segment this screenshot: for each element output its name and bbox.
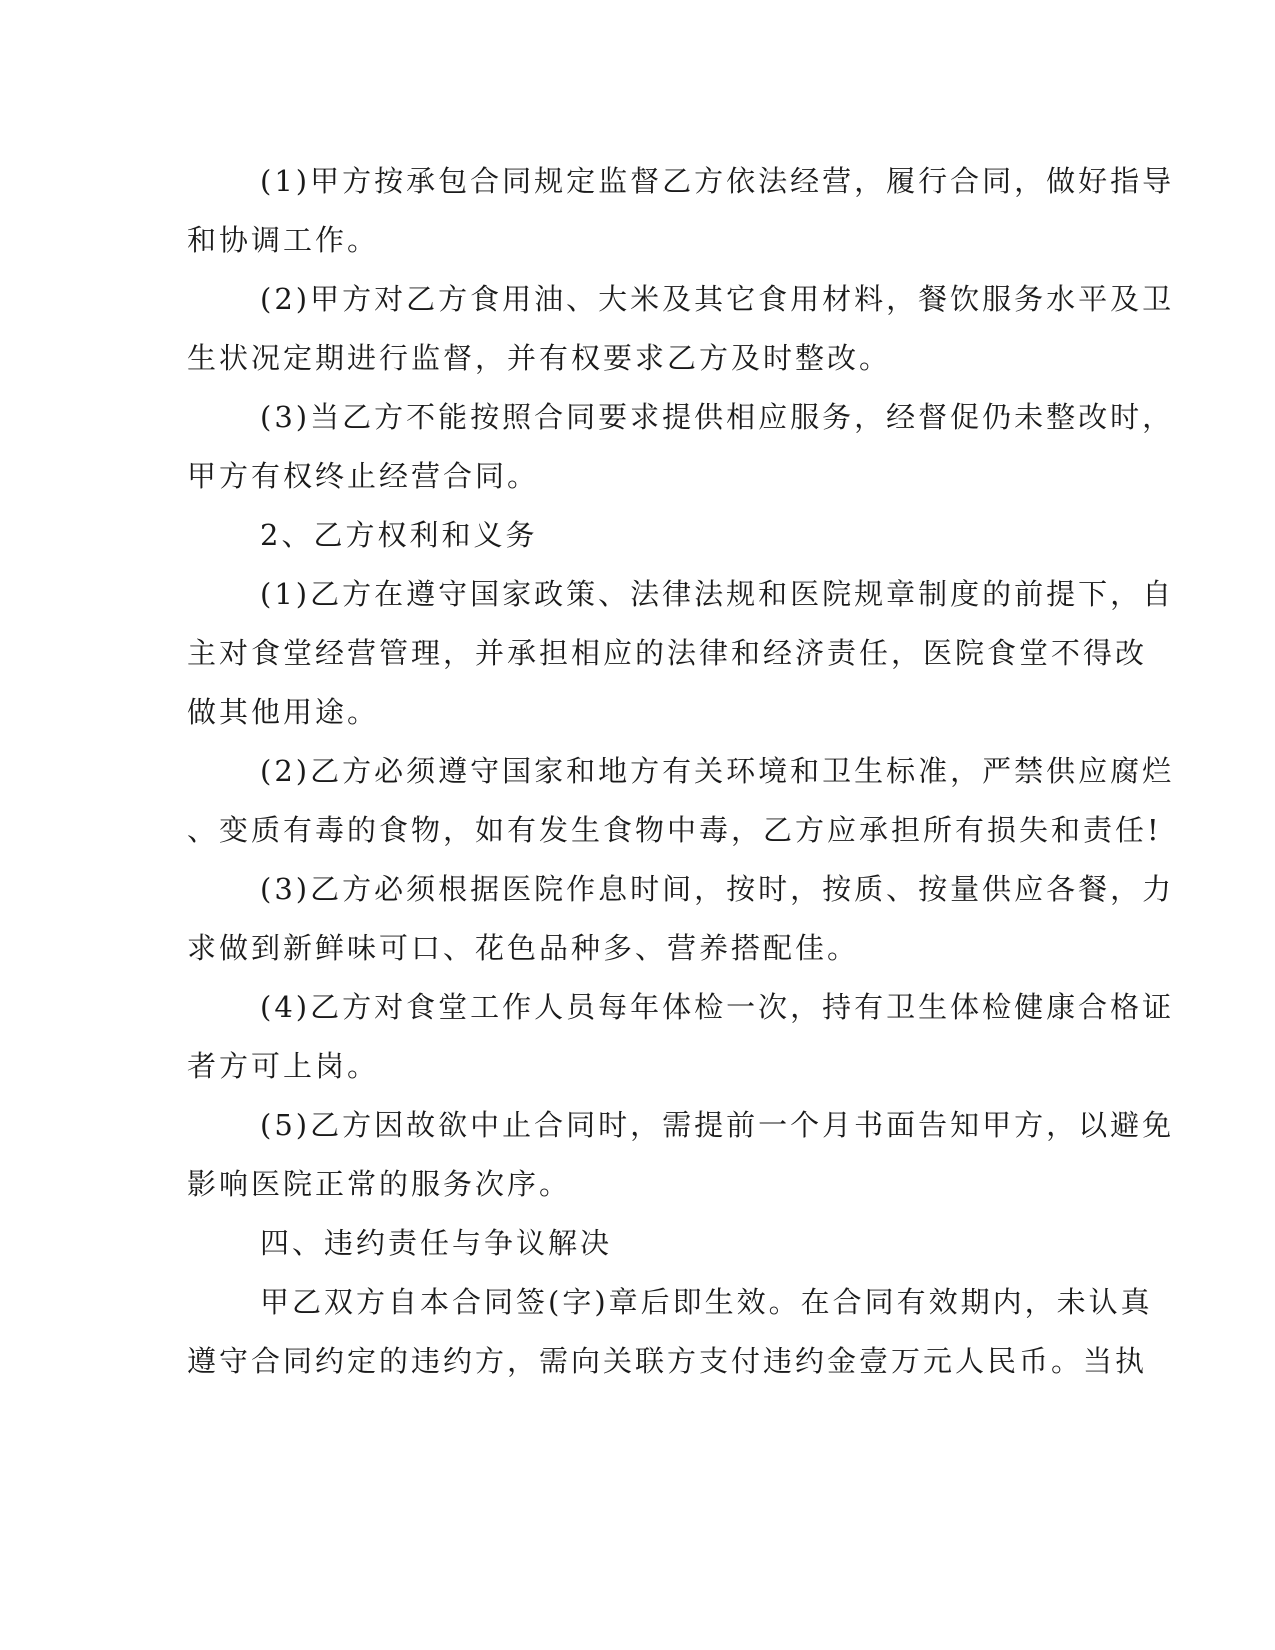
paragraph-line: 、变质有毒的食物，如有发生食物中毒，乙方应承担所有损失和责任! bbox=[187, 813, 1162, 847]
section-heading: 2、乙方权利和义务 bbox=[260, 518, 538, 552]
paragraph-line: 甲乙双方自本合同签(字)章后即生效。在合同有效期内，未认真 bbox=[260, 1285, 1153, 1319]
section-heading: 四、违约责任与争议解决 bbox=[260, 1226, 613, 1260]
paragraph-line: 影响医院正常的服务次序。 bbox=[187, 1167, 572, 1201]
paragraph-line: (2)甲方对乙方食用油、大米及其它食用材料，餐饮服务水平及卫 bbox=[260, 282, 1175, 316]
paragraph-line: (1)甲方按承包合同规定监督乙方依法经营，履行合同，做好指导 bbox=[260, 164, 1175, 198]
paragraph-line: 求做到新鲜味可口、花色品种多、营养搭配佳。 bbox=[187, 931, 860, 965]
paragraph-line: (4)乙方对食堂工作人员每年体检一次，持有卫生体检健康合格证 bbox=[260, 990, 1175, 1024]
paragraph-line: 做其他用途。 bbox=[187, 695, 380, 729]
paragraph-line: 甲方有权终止经营合同。 bbox=[187, 459, 540, 493]
paragraph-line: 生状况定期进行监督，并有权要求乙方及时整改。 bbox=[187, 341, 892, 375]
paragraph-line: (2)乙方必须遵守国家和地方有关环境和卫生标准，严禁供应腐烂 bbox=[260, 754, 1175, 788]
paragraph-line: 主对食堂经营管理，并承担相应的法律和经济责任，医院食堂不得改 bbox=[187, 636, 1148, 670]
paragraph-line: (5)乙方因故欲中止合同时，需提前一个月书面告知甲方，以避免 bbox=[260, 1108, 1175, 1142]
paragraph-line: (3)乙方必须根据医院作息时间，按时，按质、按量供应各餐，力 bbox=[260, 872, 1175, 906]
paragraph-line: 和协调工作。 bbox=[187, 223, 380, 257]
paragraph-line: 者方可上岗。 bbox=[187, 1049, 380, 1083]
paragraph-line: (1)乙方在遵守国家政策、法律法规和医院规章制度的前提下，自 bbox=[260, 577, 1175, 611]
paragraph-line: 遵守合同约定的违约方，需向关联方支付违约金壹万元人民币。当执 bbox=[187, 1344, 1148, 1378]
paragraph-line: (3)当乙方不能按照合同要求提供相应服务，经督促仍未整改时， bbox=[260, 400, 1175, 434]
